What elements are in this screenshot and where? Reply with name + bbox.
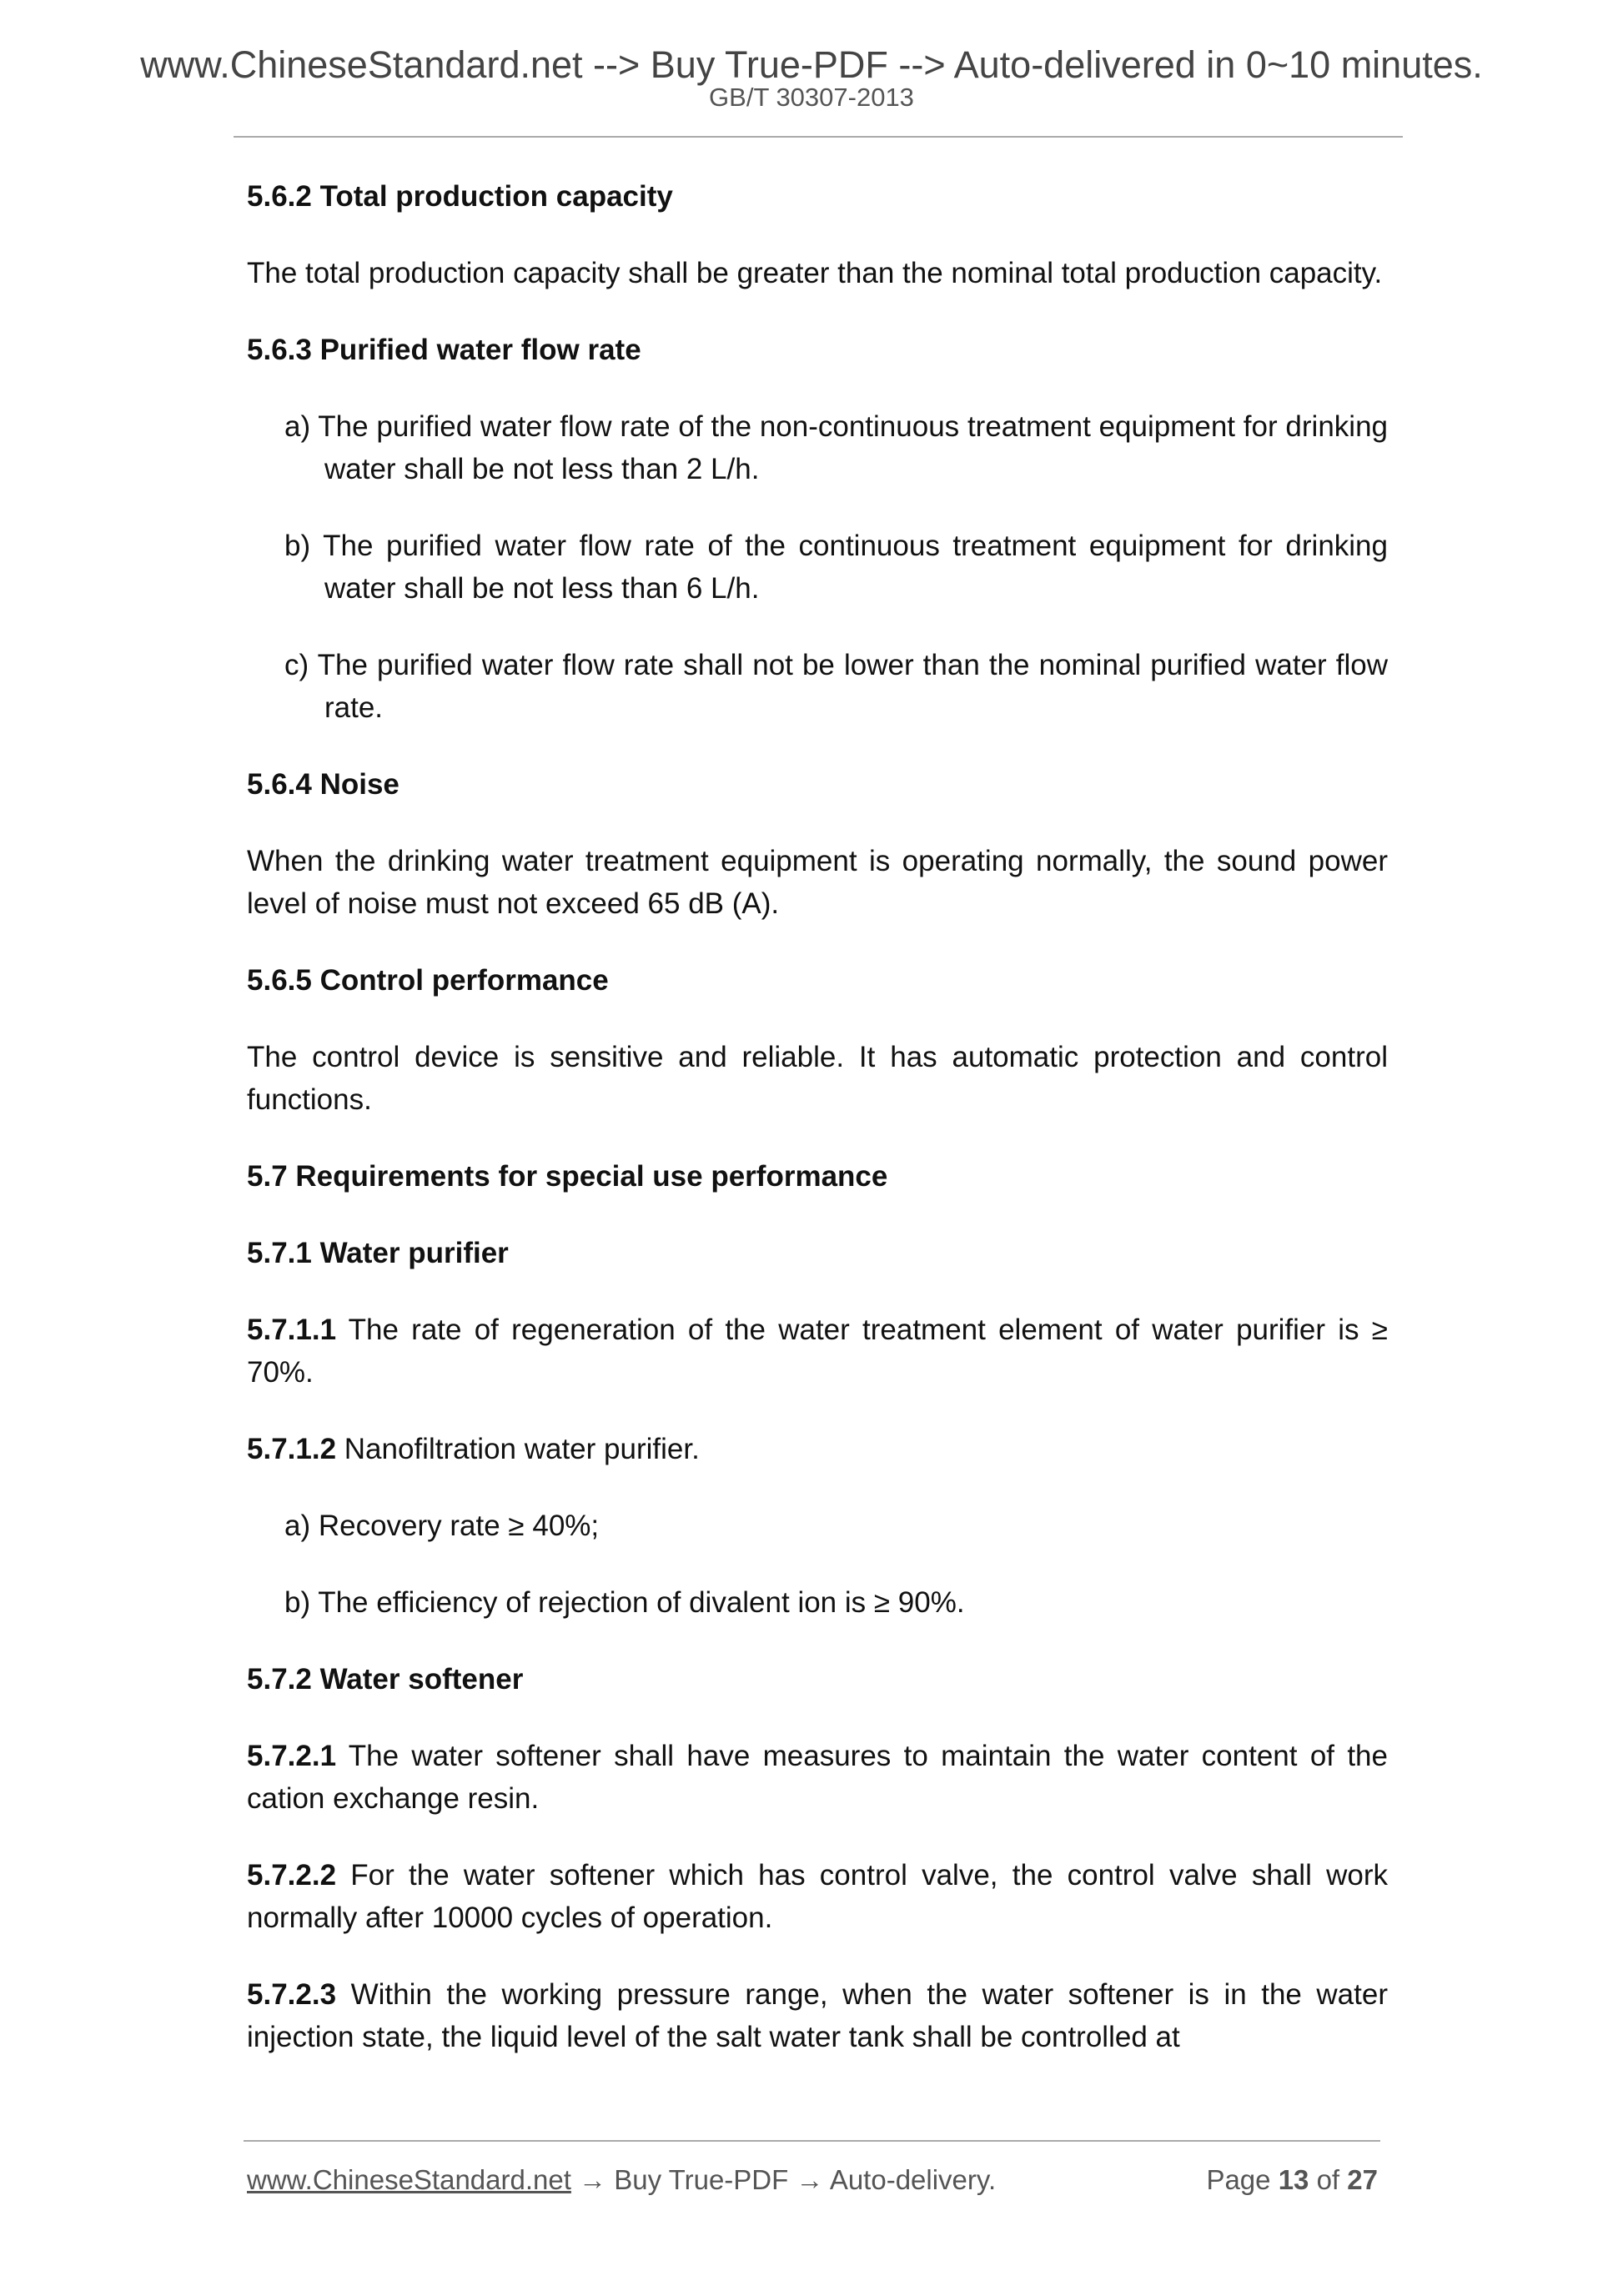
clause-text: Nanofiltration water purifier.	[336, 1433, 700, 1465]
standard-code: GB/T 30307-2013	[709, 83, 914, 112]
clause-number: 5.7.2.3	[247, 1978, 337, 2011]
list-item: b) The purified water flow rate of the continuous treatment equipment for drinking water shall be not less than 6 L/h.	[284, 530, 1388, 605]
page-label: Page	[1206, 2164, 1271, 2195]
paragraph: The total production capacity shall be greater than the nominal total production capacity.	[247, 257, 1383, 289]
list-item: b) The efficiency of rejection of divalent ion is ≥ 90%.	[284, 1586, 965, 1619]
clause-text: The rate of regeneration of the water treatment element of water purifier is ≥ 70%.	[247, 1314, 1388, 1389]
clause-text: Within the working pressure range, when the water softener is in the water injection state, the liquid level of the salt water tank shall be controlled at	[247, 1978, 1388, 2053]
section-heading: 5.7.1 Water purifier	[247, 1237, 509, 1269]
header-divider	[234, 136, 1403, 138]
section-heading: 5.6.5 Control performance	[247, 964, 609, 997]
clause-5722	[247, 1854, 1388, 1939]
list-item: a) The purified water flow rate of the non-continuous treatment equipment for drinking water shall be not less than 2 L/h.	[284, 410, 1388, 485]
footer	[247, 2162, 1378, 2198]
footer-divider	[244, 2140, 1380, 2142]
clause-number: 5.7.1.1	[247, 1314, 337, 1346]
clause-5712	[247, 1428, 1388, 1470]
list-item: c) The purified water flow rate shall not be lower than the nominal purified water flow rate.	[284, 649, 1388, 724]
clause-number: 5.7.2.2	[247, 1859, 337, 1892]
clause-number: 5.7.1.2	[247, 1433, 337, 1465]
document-body	[247, 175, 1388, 2093]
section-heading: 5.7 Requirements for special use performance	[247, 1160, 888, 1193]
clause-5711	[247, 1309, 1388, 1394]
header-banner: www.ChineseStandard.net --> Buy True-PDF --> Auto-delivered in 0~10 minutes.	[140, 43, 1483, 86]
page-total: 27	[1347, 2164, 1378, 2195]
list-item: a) Recovery rate ≥ 40%;	[284, 1510, 600, 1542]
section-heading: 5.6.2 Total production capacity	[247, 180, 673, 213]
of-label: of	[1316, 2164, 1340, 2195]
clause-text: For the water softener which has control valve, the control valve shall work normally after 10000 cycles of operation.	[247, 1859, 1388, 1934]
clause-5721	[247, 1735, 1388, 1820]
paragraph: When the drinking water treatment equipment is operating normally, the sound power level of noise must not exceed 65 dB (A).	[247, 845, 1388, 920]
clause-5723	[247, 1973, 1388, 2058]
page-indicator	[1206, 2162, 1378, 2198]
clause-text: The water softener shall have measures to maintain the water content of the cation exchange resin.	[247, 1740, 1388, 1815]
section-heading: 5.6.3 Purified water flow rate	[247, 334, 641, 366]
clause-number: 5.7.2.1	[247, 1740, 337, 1772]
footer-link[interactable]: www.ChineseStandard.net	[247, 2164, 571, 2195]
footer-tagline: → Buy True-PDF → Auto-delivery.	[570, 2164, 997, 2195]
paragraph: The control device is sensitive and reliable. It has automatic protection and control functions.	[247, 1041, 1388, 1116]
page-number: 13	[1278, 2164, 1309, 2195]
section-heading: 5.7.2 Water softener	[247, 1663, 524, 1696]
section-heading: 5.6.4 Noise	[247, 768, 399, 801]
